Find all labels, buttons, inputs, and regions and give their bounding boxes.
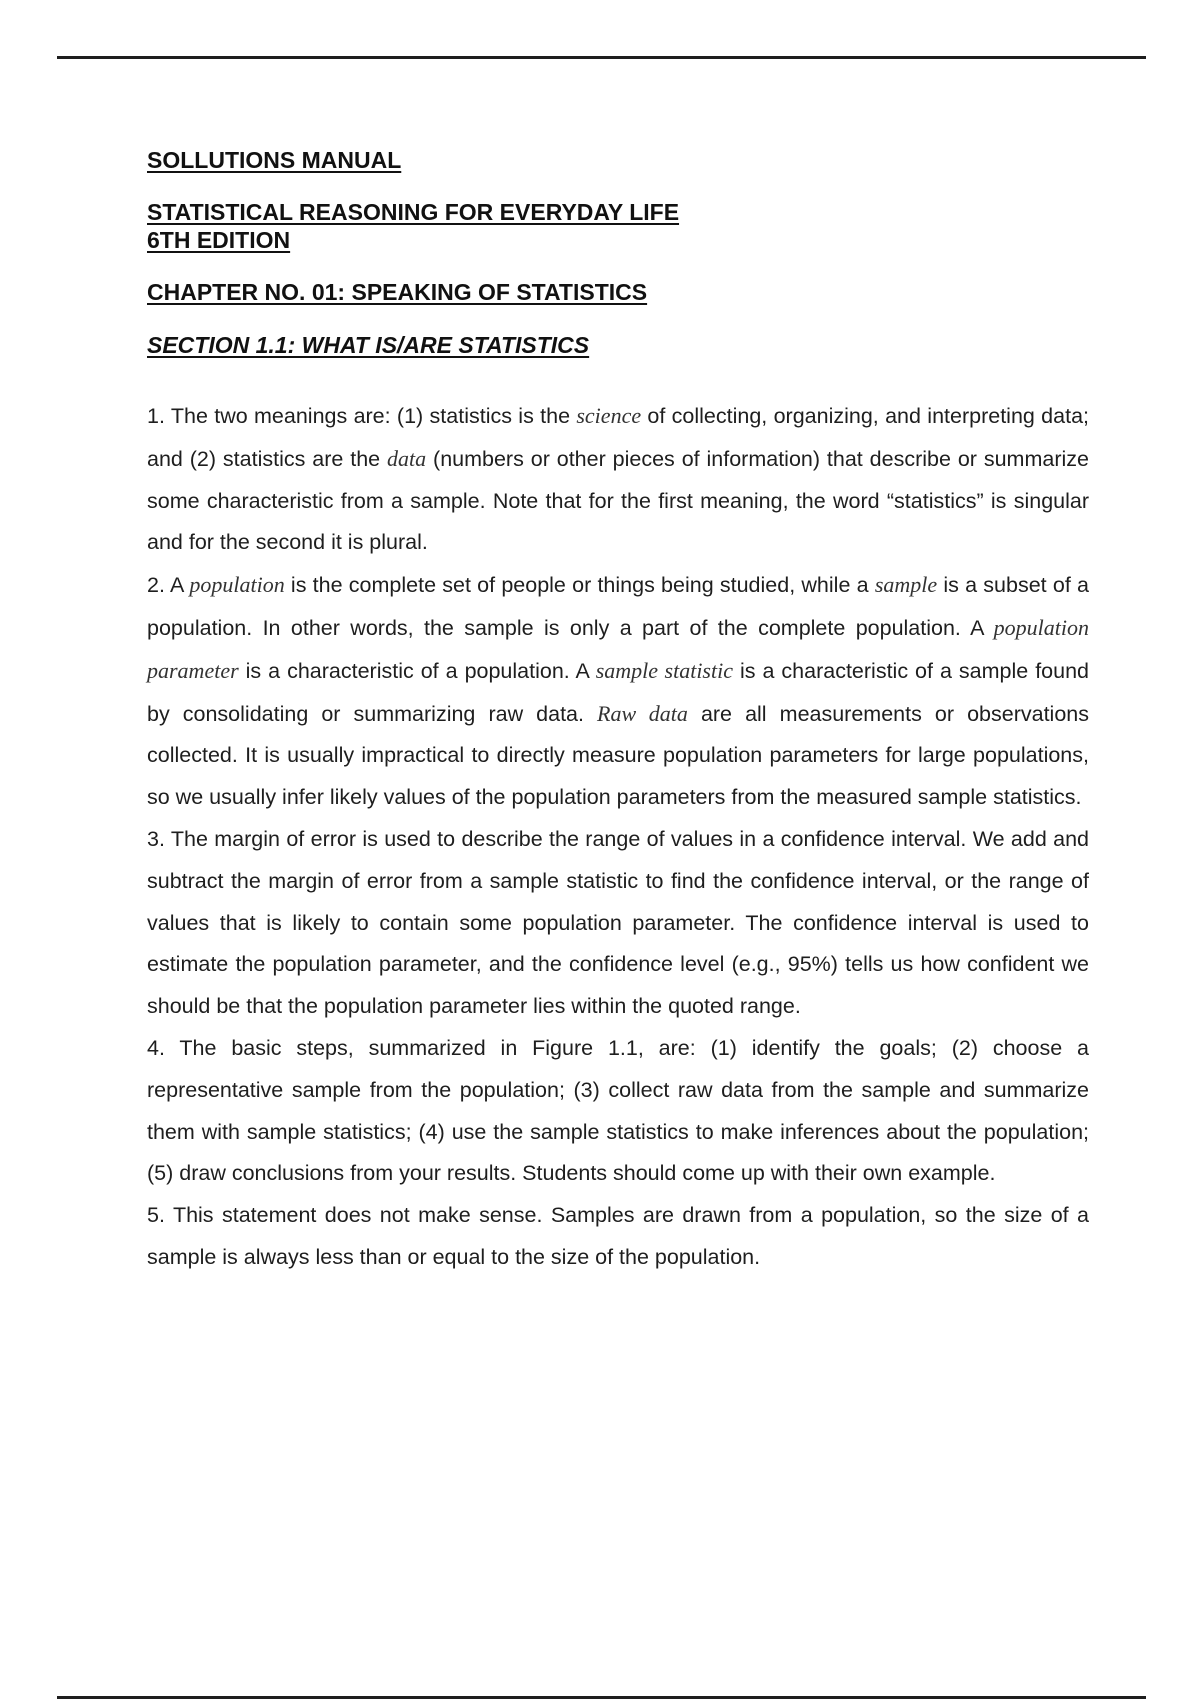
answer-4: 4. The basic steps, summarized in Figure 1.1, are: (1) identify the goals; (2) choose a representative sample from the population; (3) collect raw data from the sample and summarize them with sample statistics; (4) use the sample statistics to make inferences about the population; (5) draw conclusions from your results. Students should come up with their own example. — [147, 1035, 1089, 1186]
book-edition: 6TH EDITION — [147, 227, 291, 253]
answer-1-text: (numbers or other pieces of information) that describe or summarize some characteristic from a sample. Note that for the first meaning, the word “statistics” is singular and for the second it is plural. — [147, 446, 1089, 555]
answer-1-text: 1. The two meanings are: (1) statistics is the — [147, 404, 577, 428]
term-population: population — [189, 572, 285, 598]
answer-2 — [147, 564, 1089, 819]
manual-title: SOLLUTIONS MANUAL — [147, 147, 402, 173]
answer-2-text: 2. A — [147, 573, 190, 598]
answer-2-text: is the complete set of people or things being studied, while a — [284, 573, 875, 598]
answer-1 — [147, 395, 1089, 564]
answer-2-text: is a subset of a population. In other words, the sample is only a part of the complete population. A — [147, 573, 1089, 640]
term-raw-data: Raw data — [597, 700, 688, 726]
section-title: SECTION 1.1: WHAT IS/ARE STATISTICS — [147, 332, 590, 358]
footer-rule — [57, 1696, 1146, 1699]
book-title-block — [147, 198, 1089, 254]
header-rule — [57, 56, 1146, 59]
term-sample-statistic: sample statistic — [595, 657, 733, 683]
term-data: data — [387, 445, 427, 471]
answer-5: 5. This statement does not make sense. Samples are drawn from a population, so the size of a sample is always less than or equal to the size of the population. — [147, 1203, 1089, 1269]
book-title: STATISTICAL REASONING FOR EVERYDAY LIFE — [147, 199, 680, 225]
answer-3: 3. The margin of error is used to describe the range of values in a confidence interval. We add and subtract the margin of error from a sample statistic to find the confidence interval, or the range of values that is likely to contain some population parameter. The confidence interval is used to estimate the population parameter, and the confidence level (e.g., 95%) tells us how confident we should be that the population parameter lies within the quoted range. — [147, 826, 1089, 1019]
chapter-title: CHAPTER NO. 01: SPEAKING OF STATISTICS — [147, 279, 648, 305]
answer-1-text: of collecting, organizing, and interpreting data; and (2) statistics are the — [147, 404, 1090, 471]
term-science: science — [576, 403, 642, 428]
answer-2-text: is a characteristic of a population. A — [238, 658, 596, 683]
term-sample: sample — [874, 572, 938, 598]
answer-2-text: is a characteristic of a sample found by consolidating or summarizing raw data. — [147, 658, 1089, 726]
term-population-parameter: population parameter — [147, 614, 1089, 683]
answer-2-text: are all measurements or observations collected. It is usually impractical to directly measure population parameters for large populations, so we usually infer likely values of the population parameters from the measured sample statistics. — [147, 701, 1089, 810]
page-content — [147, 146, 1089, 1279]
